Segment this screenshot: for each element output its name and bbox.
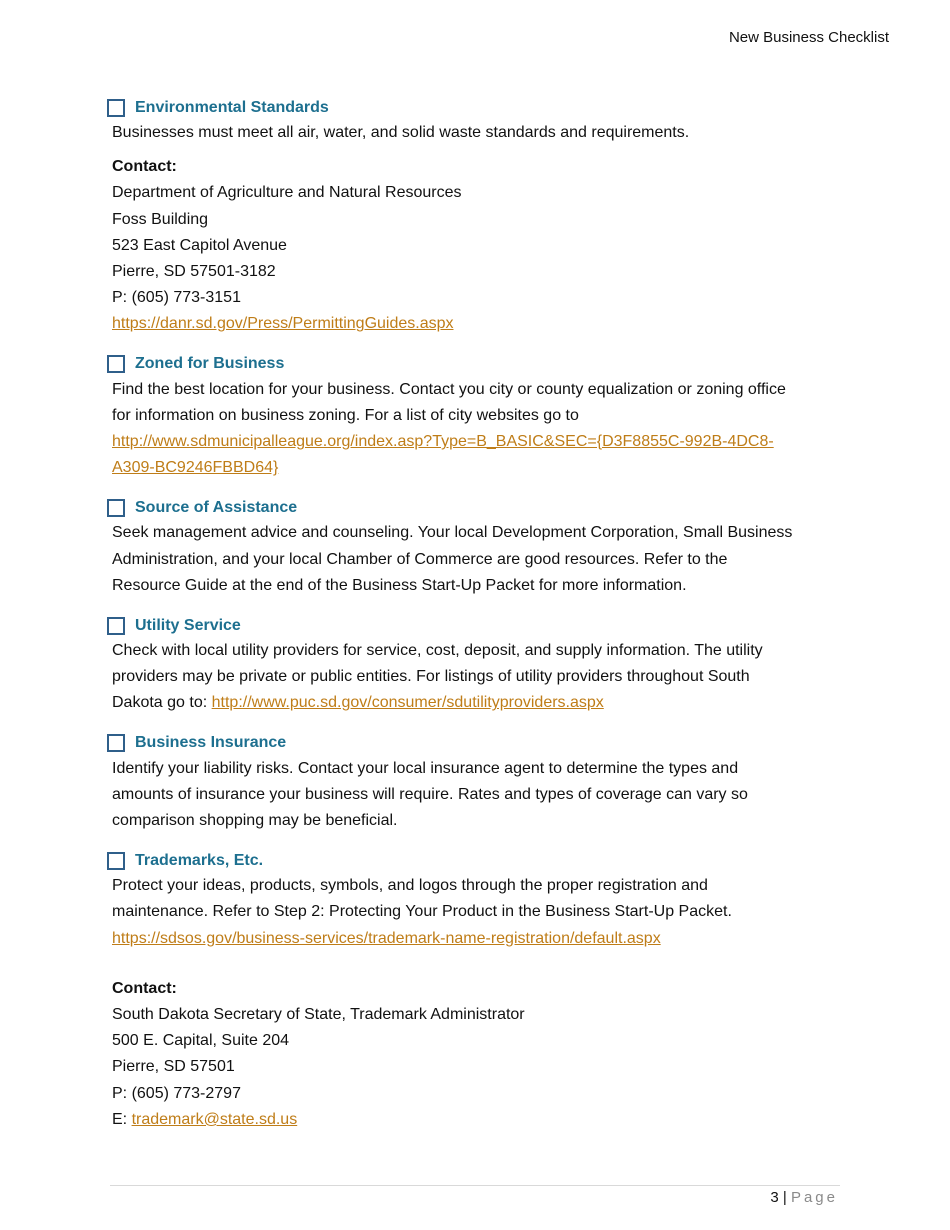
body-text: Businesses must meet all air, water, and solid waste standards and requirements. — [112, 124, 690, 141]
section-title: Trademarks, Etc. — [135, 851, 264, 869]
page-footer — [770, 1189, 838, 1206]
trademark-email-link[interactable]: trademark@state.sd.us — [131, 1110, 298, 1128]
contact-line: Pierre, SD 57501-3182 — [112, 263, 276, 281]
body-text: Check with local utility providers for service, cost, deposit, and supply information. The utility — [112, 642, 763, 660]
checkbox[interactable] — [107, 617, 125, 635]
section-heading — [107, 848, 847, 873]
section-title: Business Insurance — [135, 734, 287, 752]
body-text: for information on business zoning. For a list of city websites go to — [112, 406, 579, 424]
body-text: Seek management advice and counseling. Your local Development Corporation, Small Business — [112, 524, 793, 542]
body-text: providers may be private or public entities. For listings of utility providers throughout South — [112, 668, 750, 686]
section-heading — [107, 731, 847, 756]
trademark-registration-link[interactable]: https://sdsos.gov/business-services/trademark-name-registration/default.aspx — [112, 929, 661, 947]
section-title: Environmental Standards — [135, 98, 329, 116]
municipal-league-link-cont[interactable]: A309-BC9246FBBD64} — [112, 459, 279, 477]
contact-line: Pierre, SD 57501 — [112, 1058, 235, 1076]
body-text: Find the best location for your business. Contact you city or county equalization or zoning office — [112, 380, 786, 398]
utility-providers-link[interactable]: http://www.puc.sd.gov/consumer/sdutilityproviders.aspx — [211, 694, 604, 712]
page-number: 3 — [770, 1189, 779, 1206]
checkbox[interactable] — [107, 99, 125, 117]
body-text: comparison shopping may be beneficial. — [112, 812, 398, 830]
body-text: maintenance. Refer to Step 2: Protecting Your Product in the Business Start-Up Packet. — [112, 903, 732, 921]
body-text: amounts of insurance your business will require. Rates and types of coverage can vary so — [112, 785, 748, 803]
checkbox[interactable] — [107, 734, 125, 752]
contact-line: South Dakota Secretary of State, Trademark Administrator — [112, 1006, 525, 1024]
section-title: Utility Service — [135, 616, 241, 634]
body-text: Identify your liability risks. Contact your local insurance agent to determine the types and — [112, 759, 739, 777]
contact-label: Contact: — [112, 979, 177, 997]
footer-divider — [110, 1185, 840, 1186]
body-text: Resource Guide at the end of the Business Start-Up Packet for more information. — [112, 576, 687, 594]
section-heading — [107, 495, 847, 520]
section-environmental-standards — [112, 95, 847, 338]
section-heading — [107, 95, 847, 120]
section-heading — [107, 352, 847, 377]
email-prefix: E: — [112, 1110, 132, 1128]
body-text: Administration, and your local Chamber of Commerce are good resources. Refer to the — [112, 550, 728, 568]
section-title: Zoned for Business — [135, 355, 285, 373]
body-text-with-link — [112, 690, 847, 716]
section-utility-service — [112, 613, 847, 717]
permitting-guides-link[interactable]: https://danr.sd.gov/Press/PermittingGuides.aspx — [112, 315, 454, 333]
section-zoned-for-business — [112, 352, 847, 482]
municipal-league-link[interactable]: http://www.sdmunicipalleague.org/index.asp?Type=B_BASIC&SEC={D3F8855C-992B-4DC8- — [112, 433, 774, 451]
footer-separator: | — [782, 1189, 787, 1206]
checklist-content — [112, 95, 847, 1133]
contact-line: 500 E. Capital, Suite 204 — [112, 1032, 290, 1050]
page-label: Page — [790, 1189, 838, 1206]
section-business-insurance — [112, 731, 847, 835]
email-line — [112, 1107, 847, 1133]
contact-line: P: (605) 773-2797 — [112, 1084, 241, 1102]
section-title: Source of Assistance — [135, 498, 298, 516]
section-source-of-assistance — [112, 495, 847, 599]
page-header-title: New Business Checklist — [728, 29, 889, 46]
checkbox[interactable] — [107, 499, 125, 517]
contact-line: 523 East Capitol Avenue — [112, 236, 287, 254]
checkbox[interactable] — [107, 355, 125, 373]
checkbox[interactable] — [107, 852, 125, 870]
contact-label: Contact: — [112, 158, 177, 176]
body-text: Protect your ideas, products, symbols, and logos through the proper registration and — [112, 877, 708, 895]
contact-line: Department of Agriculture and Natural Resources — [112, 184, 462, 202]
section-heading — [107, 613, 847, 638]
section-trademarks — [112, 848, 847, 1133]
contact-line: P: (605) 773-3151 — [112, 289, 241, 307]
contact-line: Foss Building — [112, 210, 209, 228]
body-text: Dakota go to: — [112, 694, 212, 712]
